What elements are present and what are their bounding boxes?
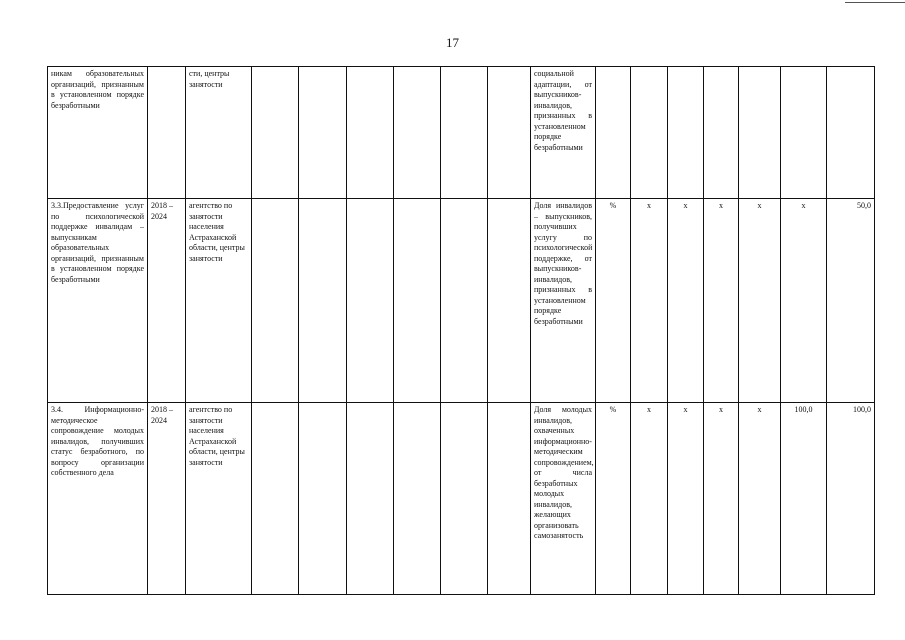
value-cell <box>827 67 875 199</box>
activity-cell: 3.3.Предоставление услуг по психологической поддержке инвалидам – выпускникам образовательных организаций, признанным в установленном порядке безработными <box>48 199 148 403</box>
empty-cell <box>299 199 347 403</box>
page-number: 17 <box>446 35 459 50</box>
value-cell: х <box>704 199 739 403</box>
executor-cell: агентство по занятости населения Астраханской области, центры занятости <box>186 199 252 403</box>
value-cell <box>739 67 781 199</box>
empty-cell <box>488 67 531 199</box>
indicator-cell: Доля инвалидов – выпускников, получивших услугу по психологической поддержке, от выпускников-инвалидов, признанных в установленном порядке безработными <box>531 199 596 403</box>
value-cell: 50,0 <box>827 199 875 403</box>
empty-cell <box>441 199 488 403</box>
corner-mark <box>845 2 905 3</box>
empty-cell <box>441 403 488 595</box>
empty-cell <box>488 199 531 403</box>
value-cell: 100,0 <box>827 403 875 595</box>
empty-cell <box>299 67 347 199</box>
empty-cell <box>394 199 441 403</box>
table-row <box>48 67 875 199</box>
value-cell: х <box>704 403 739 595</box>
period-cell <box>148 67 186 199</box>
value-cell: х <box>668 199 704 403</box>
value-cell: х <box>739 403 781 595</box>
value-cell: х <box>631 403 668 595</box>
value-cell: х <box>781 199 827 403</box>
value-cell: х <box>668 403 704 595</box>
table-row <box>48 403 875 595</box>
empty-cell <box>394 403 441 595</box>
period-cell: 2018 – 2024 <box>148 403 186 595</box>
executor-cell: агентство по занятости населения Астраханской области, центры занятости <box>186 403 252 595</box>
value-cell <box>668 67 704 199</box>
activity-cell: никам образовательных организаций, признанным в установленном порядке безработными <box>48 67 148 199</box>
executor-cell: сти, центры занятости <box>186 67 252 199</box>
empty-cell <box>252 67 299 199</box>
empty-cell <box>252 199 299 403</box>
indicator-cell: социальной адаптации, от выпускников-инвалидов, признанных в установленном порядке безработными <box>531 67 596 199</box>
empty-cell <box>299 403 347 595</box>
empty-cell <box>488 403 531 595</box>
program-table <box>47 66 875 595</box>
value-cell: х <box>739 199 781 403</box>
empty-cell <box>347 67 394 199</box>
value-cell <box>704 67 739 199</box>
unit-cell: % <box>596 199 631 403</box>
period-cell: 2018 – 2024 <box>148 199 186 403</box>
activity-cell: 3.4. Информационно-методическое сопровождение молодых инвалидов, получивших статус безработного, по вопросу организации собственного дела <box>48 403 148 595</box>
unit-cell <box>596 67 631 199</box>
indicator-cell: Доля молодых инвалидов, охваченных информационно-методическим сопровождением, от числа безработных молодых инвалидов, желающих организовать самозанятость <box>531 403 596 595</box>
value-cell <box>631 67 668 199</box>
empty-cell <box>394 67 441 199</box>
value-cell: х <box>631 199 668 403</box>
empty-cell <box>347 199 394 403</box>
empty-cell <box>252 403 299 595</box>
table-row <box>48 199 875 403</box>
unit-cell: % <box>596 403 631 595</box>
value-cell <box>781 67 827 199</box>
empty-cell <box>441 67 488 199</box>
empty-cell <box>347 403 394 595</box>
value-cell: 100,0 <box>781 403 827 595</box>
